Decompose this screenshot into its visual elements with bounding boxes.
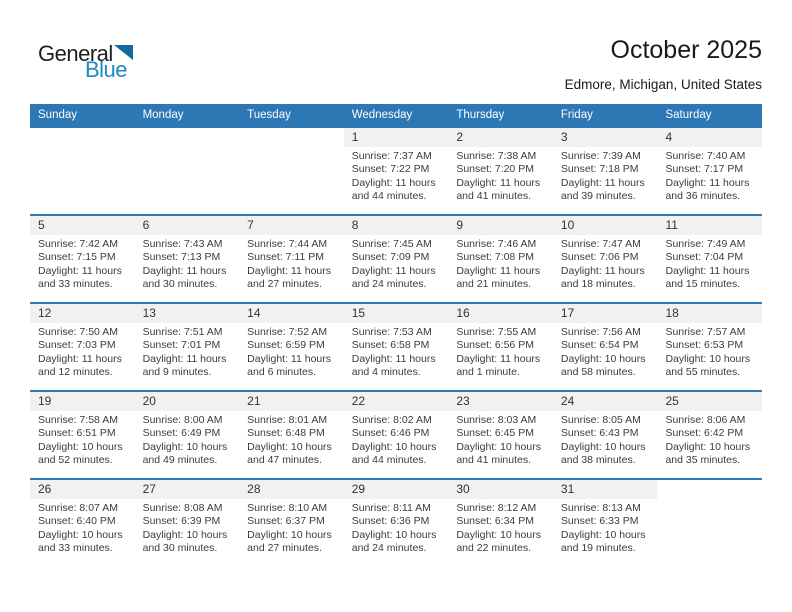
sunrise-text: Sunrise: 8:08 AM <box>142 502 223 514</box>
day-cell-2 <box>448 128 553 214</box>
day-details <box>657 147 762 203</box>
sunset-text: Sunset: 6:53 PM <box>665 339 744 352</box>
sunrise-text: Sunrise: 7:57 AM <box>665 326 746 338</box>
daylight-text-line1: Daylight: 11 hours <box>456 264 541 277</box>
daylight-text-line1: Daylight: 11 hours <box>38 352 122 365</box>
sunrise-text: Sunrise: 8:10 AM <box>247 502 328 514</box>
page-title: October 2025 <box>610 36 762 64</box>
day-details <box>239 323 344 379</box>
day-cell-12 <box>30 304 135 390</box>
weekday-header-wednesday: Wednesday <box>351 109 413 121</box>
day-number: 12 <box>30 304 135 323</box>
sunrise-text: Sunrise: 8:06 AM <box>665 414 746 426</box>
day-number: 4 <box>657 128 762 147</box>
weekday-header-monday: Monday <box>142 109 184 121</box>
daylight-text-line1: Daylight: 11 hours <box>351 352 436 365</box>
sunset-text: Sunset: 6:49 PM <box>142 427 221 440</box>
daylight-text-line2: and 52 minutes. <box>38 453 113 466</box>
day-details <box>553 147 658 203</box>
day-details <box>135 411 240 467</box>
sunrise-text: Sunrise: 8:03 AM <box>456 414 537 426</box>
day-cell-5 <box>30 216 135 302</box>
page-subtitle: Edmore, Michigan, United States <box>564 77 762 92</box>
day-details <box>553 499 658 555</box>
week-row-1 <box>30 126 762 214</box>
daylight-text-line2: and 33 minutes. <box>38 277 113 290</box>
daylight-text-line2: and 21 minutes. <box>456 277 532 290</box>
day-details <box>448 411 553 467</box>
day-cell-15 <box>344 304 449 390</box>
day-details <box>657 235 762 291</box>
week-row-2 <box>30 214 762 302</box>
sunset-text: Sunset: 6:40 PM <box>38 515 116 528</box>
sunrise-text: Sunrise: 7:39 AM <box>560 150 641 162</box>
daylight-text-line1: Daylight: 10 hours <box>665 440 751 453</box>
sunset-text: Sunset: 6:54 PM <box>560 339 639 352</box>
sunrise-text: Sunrise: 7:49 AM <box>665 238 746 250</box>
day-cell-30 <box>448 480 553 566</box>
daylight-text-line2: and 22 minutes. <box>456 541 532 554</box>
day-cell-11 <box>657 216 762 302</box>
daylight-text-line2: and 27 minutes. <box>247 541 322 554</box>
daylight-text-line2: and 55 minutes. <box>665 365 741 378</box>
day-cell-empty <box>657 480 762 566</box>
daylight-text-line1: Daylight: 11 hours <box>351 176 436 189</box>
sunset-text: Sunset: 6:36 PM <box>351 515 430 528</box>
day-cell-empty <box>30 128 135 214</box>
sunset-text: Sunset: 7:01 PM <box>142 339 221 352</box>
daylight-text-line2: and 49 minutes. <box>142 453 218 466</box>
daylight-text-line1: Daylight: 10 hours <box>142 528 228 541</box>
day-number: 15 <box>344 304 449 323</box>
daylight-text-line1: Daylight: 10 hours <box>560 440 646 453</box>
day-number: 30 <box>448 480 553 499</box>
daylight-text-line1: Daylight: 10 hours <box>665 352 751 365</box>
sunrise-text: Sunrise: 8:05 AM <box>560 414 641 426</box>
day-number: 1 <box>344 128 449 147</box>
day-cell-empty <box>239 128 344 214</box>
daylight-text-line1: Daylight: 11 hours <box>247 352 332 365</box>
daylight-text-line2: and 9 minutes. <box>142 365 212 378</box>
day-number: 29 <box>344 480 449 499</box>
sunset-text: Sunset: 6:34 PM <box>456 515 534 528</box>
day-cell-28 <box>239 480 344 566</box>
sunrise-text: Sunrise: 7:40 AM <box>665 150 746 162</box>
day-details <box>135 235 240 291</box>
header-titles <box>565 38 762 92</box>
sunrise-text: Sunrise: 7:43 AM <box>142 238 223 250</box>
day-cell-16 <box>448 304 553 390</box>
daylight-text-line2: and 19 minutes. <box>560 541 636 554</box>
daylight-text-line2: and 30 minutes. <box>142 541 218 554</box>
sunrise-text: Sunrise: 7:51 AM <box>142 326 223 338</box>
day-details <box>344 235 449 291</box>
daylight-text-line2: and 47 minutes. <box>247 453 322 466</box>
sunset-text: Sunset: 6:33 PM <box>560 515 639 528</box>
daylight-text-line2: and 33 minutes. <box>38 541 113 554</box>
daylight-text-line1: Daylight: 11 hours <box>665 176 750 189</box>
day-details <box>30 411 135 467</box>
day-cell-7 <box>239 216 344 302</box>
logo-text-blue: Blue <box>85 57 128 82</box>
daylight-text-line2: and 6 minutes. <box>247 365 317 378</box>
weekday-header-saturday: Saturday <box>665 109 712 121</box>
day-number: 2 <box>448 128 553 147</box>
day-cell-26 <box>30 480 135 566</box>
calendar-weeks <box>30 126 762 566</box>
day-number: 24 <box>553 392 658 411</box>
daylight-text-line1: Daylight: 10 hours <box>456 528 541 541</box>
sunset-text: Sunset: 6:51 PM <box>38 427 116 440</box>
daylight-text-line1: Daylight: 10 hours <box>456 440 541 453</box>
day-cell-31 <box>553 480 658 566</box>
day-details <box>30 235 135 291</box>
sunrise-text: Sunrise: 7:56 AM <box>560 326 641 338</box>
day-details <box>239 499 344 555</box>
sunrise-text: Sunrise: 8:01 AM <box>247 414 328 426</box>
daylight-text-line2: and 27 minutes. <box>247 277 322 290</box>
daylight-text-line1: Daylight: 11 hours <box>665 264 750 277</box>
daylight-text-line1: Daylight: 11 hours <box>456 352 541 365</box>
day-number: 14 <box>239 304 344 323</box>
day-details <box>344 323 449 379</box>
sunrise-text: Sunrise: 7:37 AM <box>351 150 432 162</box>
daylight-text-line1: Daylight: 11 hours <box>142 352 227 365</box>
sunset-text: Sunset: 6:39 PM <box>142 515 221 528</box>
day-cell-10 <box>553 216 658 302</box>
day-details <box>344 499 449 555</box>
day-details <box>344 411 449 467</box>
sunset-text: Sunset: 7:15 PM <box>38 251 116 264</box>
day-cell-27 <box>135 480 240 566</box>
daylight-text-line1: Daylight: 10 hours <box>247 440 332 453</box>
day-number: 17 <box>553 304 658 323</box>
day-details <box>135 323 240 379</box>
sunrise-text: Sunrise: 7:38 AM <box>456 150 537 162</box>
day-number: 26 <box>30 480 135 499</box>
day-cell-14 <box>239 304 344 390</box>
day-number: 31 <box>553 480 658 499</box>
daylight-text-line2: and 15 minutes. <box>665 277 741 290</box>
week-row-4 <box>30 390 762 478</box>
day-number: 16 <box>448 304 553 323</box>
weekday-header-friday: Friday <box>560 109 593 121</box>
daylight-text-line1: Daylight: 10 hours <box>142 440 228 453</box>
daylight-text-line1: Daylight: 10 hours <box>38 440 123 453</box>
logo-text-general: General <box>38 41 113 66</box>
day-details <box>553 235 658 291</box>
daylight-text-line2: and 39 minutes. <box>560 189 636 202</box>
day-number: 21 <box>239 392 344 411</box>
daylight-text-line2: and 35 minutes. <box>665 453 741 466</box>
day-cell-3 <box>553 128 658 214</box>
daylight-text-line2: and 24 minutes. <box>351 541 427 554</box>
sunrise-text: Sunrise: 7:45 AM <box>351 238 432 250</box>
daylight-text-line1: Daylight: 10 hours <box>247 528 332 541</box>
sunset-text: Sunset: 6:58 PM <box>351 339 430 352</box>
day-cell-24 <box>553 392 658 478</box>
day-details <box>553 323 658 379</box>
day-details <box>448 235 553 291</box>
sunset-text: Sunset: 7:08 PM <box>456 251 534 264</box>
sunset-text: Sunset: 7:17 PM <box>665 163 744 176</box>
sunset-text: Sunset: 7:06 PM <box>560 251 639 264</box>
weekday-header-tuesday: Tuesday <box>247 109 291 121</box>
day-number: 27 <box>135 480 240 499</box>
sunrise-text: Sunrise: 8:11 AM <box>351 502 431 514</box>
sunset-text: Sunset: 7:11 PM <box>247 251 325 264</box>
sunrise-text: Sunrise: 7:46 AM <box>456 238 537 250</box>
sunset-text: Sunset: 7:20 PM <box>456 163 534 176</box>
sunset-text: Sunset: 7:13 PM <box>142 251 221 264</box>
day-cell-23 <box>448 392 553 478</box>
daylight-text-line2: and 44 minutes. <box>351 189 427 202</box>
daylight-text-line2: and 41 minutes. <box>456 453 532 466</box>
day-cell-19 <box>30 392 135 478</box>
day-number: 19 <box>30 392 135 411</box>
day-details <box>344 147 449 203</box>
sunset-text: Sunset: 7:04 PM <box>665 251 744 264</box>
day-cell-6 <box>135 216 240 302</box>
daylight-text-line1: Daylight: 11 hours <box>351 264 436 277</box>
daylight-text-line2: and 12 minutes. <box>38 365 113 378</box>
day-number: 7 <box>239 216 344 235</box>
day-number: 6 <box>135 216 240 235</box>
day-number: 9 <box>448 216 553 235</box>
day-number: 22 <box>344 392 449 411</box>
sunset-text: Sunset: 6:45 PM <box>456 427 534 440</box>
general-blue-logo <box>38 41 133 82</box>
sunrise-text: Sunrise: 7:52 AM <box>247 326 328 338</box>
weekday-header-row <box>30 104 762 126</box>
daylight-text-line1: Daylight: 11 hours <box>456 176 541 189</box>
day-cell-empty <box>135 128 240 214</box>
daylight-text-line2: and 41 minutes. <box>456 189 532 202</box>
daylight-text-line2: and 44 minutes. <box>351 453 427 466</box>
day-cell-8 <box>344 216 449 302</box>
sunset-text: Sunset: 6:46 PM <box>351 427 430 440</box>
daylight-text-line1: Daylight: 10 hours <box>38 528 123 541</box>
day-cell-25 <box>657 392 762 478</box>
day-details <box>239 411 344 467</box>
sunrise-text: Sunrise: 7:42 AM <box>38 238 118 250</box>
sunset-text: Sunset: 7:09 PM <box>351 251 430 264</box>
daylight-text-line1: Daylight: 11 hours <box>560 264 645 277</box>
day-number: 25 <box>657 392 762 411</box>
sunrise-text: Sunrise: 8:13 AM <box>560 502 641 514</box>
day-cell-29 <box>344 480 449 566</box>
day-details <box>553 411 658 467</box>
day-cell-17 <box>553 304 658 390</box>
day-cell-4 <box>657 128 762 214</box>
daylight-text-line1: Daylight: 11 hours <box>247 264 332 277</box>
day-cell-13 <box>135 304 240 390</box>
day-cell-21 <box>239 392 344 478</box>
daylight-text-line2: and 24 minutes. <box>351 277 427 290</box>
day-details <box>448 147 553 203</box>
week-row-3 <box>30 302 762 390</box>
daylight-text-line2: and 36 minutes. <box>665 189 741 202</box>
sunset-text: Sunset: 6:48 PM <box>247 427 325 440</box>
daylight-text-line1: Daylight: 10 hours <box>351 528 437 541</box>
day-cell-18 <box>657 304 762 390</box>
sunset-text: Sunset: 7:18 PM <box>560 163 639 176</box>
sunrise-text: Sunrise: 8:12 AM <box>456 502 537 514</box>
day-details <box>448 323 553 379</box>
day-details <box>448 499 553 555</box>
sunrise-text: Sunrise: 8:02 AM <box>351 414 432 426</box>
sunrise-text: Sunrise: 7:55 AM <box>456 326 537 338</box>
day-cell-20 <box>135 392 240 478</box>
sunrise-text: Sunrise: 7:44 AM <box>247 238 328 250</box>
day-cell-9 <box>448 216 553 302</box>
sunrise-text: Sunrise: 8:00 AM <box>142 414 223 426</box>
daylight-text-line2: and 1 minute. <box>456 365 520 378</box>
sunset-text: Sunset: 6:59 PM <box>247 339 325 352</box>
sunset-text: Sunset: 7:03 PM <box>38 339 116 352</box>
day-number: 11 <box>657 216 762 235</box>
daylight-text-line1: Daylight: 11 hours <box>38 264 122 277</box>
daylight-text-line2: and 58 minutes. <box>560 365 636 378</box>
calendar <box>30 104 762 566</box>
day-number: 18 <box>657 304 762 323</box>
sunrise-text: Sunrise: 7:53 AM <box>351 326 432 338</box>
daylight-text-line2: and 38 minutes. <box>560 453 636 466</box>
day-number: 3 <box>553 128 658 147</box>
daylight-text-line1: Daylight: 11 hours <box>560 176 645 189</box>
day-number: 13 <box>135 304 240 323</box>
sunset-text: Sunset: 6:56 PM <box>456 339 534 352</box>
sunset-text: Sunset: 6:42 PM <box>665 427 744 440</box>
sunset-text: Sunset: 7:22 PM <box>351 163 430 176</box>
day-number: 5 <box>30 216 135 235</box>
daylight-text-line1: Daylight: 10 hours <box>351 440 437 453</box>
sunrise-text: Sunrise: 7:50 AM <box>38 326 118 338</box>
daylight-text-line2: and 18 minutes. <box>560 277 636 290</box>
sunrise-text: Sunrise: 7:47 AM <box>560 238 641 250</box>
day-details <box>30 323 135 379</box>
weekday-header-sunday: Sunday <box>38 109 78 121</box>
daylight-text-line1: Daylight: 10 hours <box>560 352 646 365</box>
day-number: 28 <box>239 480 344 499</box>
day-number: 23 <box>448 392 553 411</box>
week-row-5 <box>30 478 762 566</box>
day-cell-22 <box>344 392 449 478</box>
day-details <box>657 323 762 379</box>
daylight-text-line1: Daylight: 10 hours <box>560 528 646 541</box>
day-details <box>30 499 135 555</box>
daylight-text-line1: Daylight: 11 hours <box>142 264 227 277</box>
weekday-header-thursday: Thursday <box>456 109 505 121</box>
day-number: 8 <box>344 216 449 235</box>
day-number: 10 <box>553 216 658 235</box>
day-details <box>135 499 240 555</box>
daylight-text-line2: and 30 minutes. <box>142 277 218 290</box>
sunset-text: Sunset: 6:37 PM <box>247 515 325 528</box>
day-number: 20 <box>135 392 240 411</box>
daylight-text-line2: and 4 minutes. <box>351 365 421 378</box>
sunrise-text: Sunrise: 7:58 AM <box>38 414 118 426</box>
day-details <box>657 411 762 467</box>
sunrise-text: Sunrise: 8:07 AM <box>38 502 118 514</box>
day-cell-1 <box>344 128 449 214</box>
sunset-text: Sunset: 6:43 PM <box>560 427 639 440</box>
day-details <box>239 235 344 291</box>
